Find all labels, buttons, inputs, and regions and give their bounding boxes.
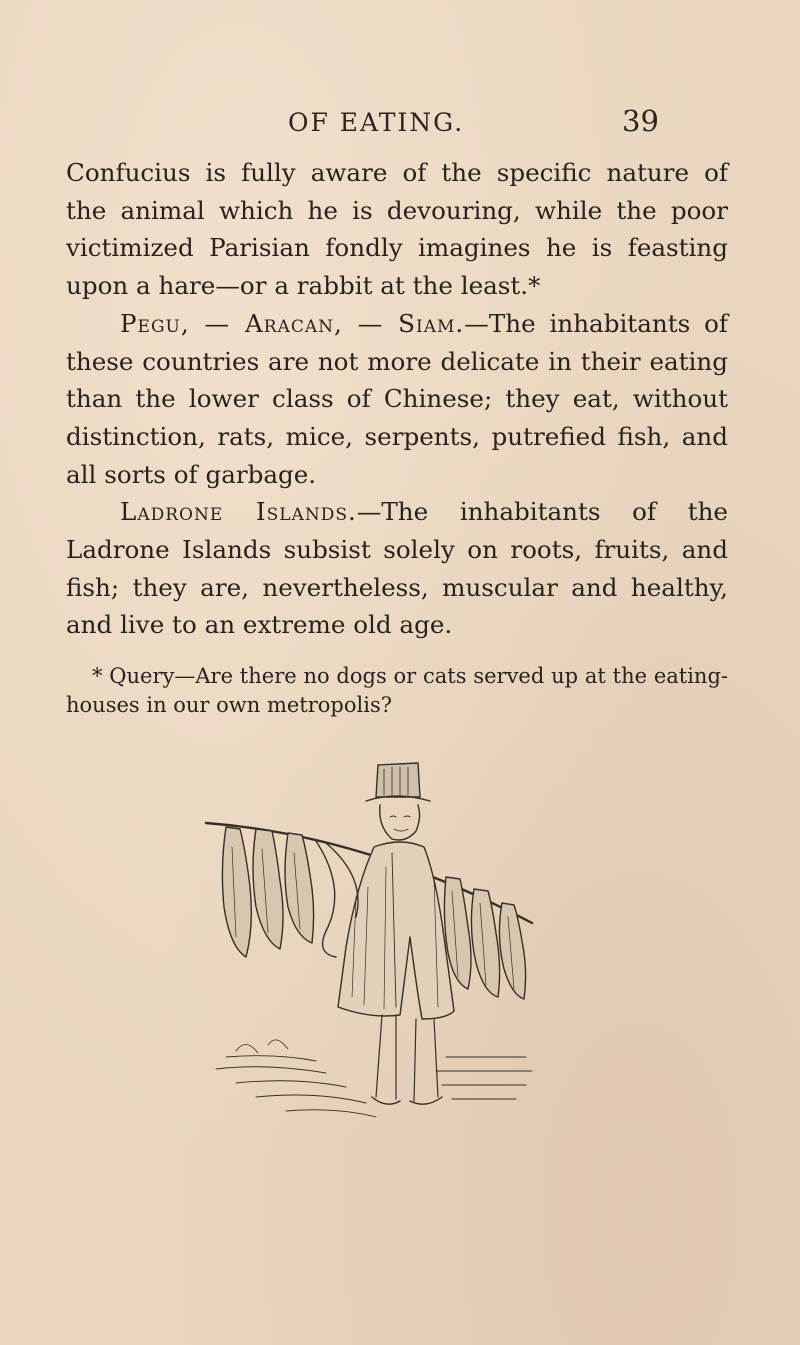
text-line: than the lower class of Chinese; they eat, without [66,384,728,414]
text-line [66,493,728,531]
text-fragment: —The inhabitants of [464,308,728,338]
text-line: and live to an extreme old age. [66,610,453,640]
vendor-illustration [196,757,542,1157]
section-heading-ladrone: Ladrone Islands. [120,497,357,527]
text-line [66,305,728,343]
text-line: fish; they are, nevertheless, muscular and healthy, [66,572,728,602]
text-line: victimized Parisian fondly imagines he is feasting [66,233,728,263]
text-line: Confucius is fully aware of the specific nature of [66,158,728,187]
text-line: Ladrone Islands subsist solely on roots, fruits, and [66,535,728,565]
section-heading-pegu: Pegu, — Aracan, — Siam. [120,308,465,338]
footnote [66,662,728,720]
running-head [0,104,800,144]
text-line: all sorts of garbage. [66,459,317,489]
text-line: distinction, rats, mice, serpents, putrefied fish, and [66,421,728,451]
paragraph-confucius [66,154,728,305]
paragraph-pegu [66,305,728,494]
text-fragment: —The inhabitants of the [356,497,728,527]
footnote-line: * Query—Are there no dogs or cats served up at the eating- [92,664,728,688]
text-line: upon a hare—or a rabbit at the least.* [66,271,541,301]
text-line: the animal which he is devouring, while the poor [66,195,728,225]
paragraph-ladrone [66,493,728,644]
text-line: these countries are not more delicate in their eating [66,346,728,376]
page-number: 39 [622,104,659,138]
footnote-line: houses in our own metropolis? [66,693,392,717]
running-title: OF EATING. [288,108,465,137]
body-text [66,154,728,644]
